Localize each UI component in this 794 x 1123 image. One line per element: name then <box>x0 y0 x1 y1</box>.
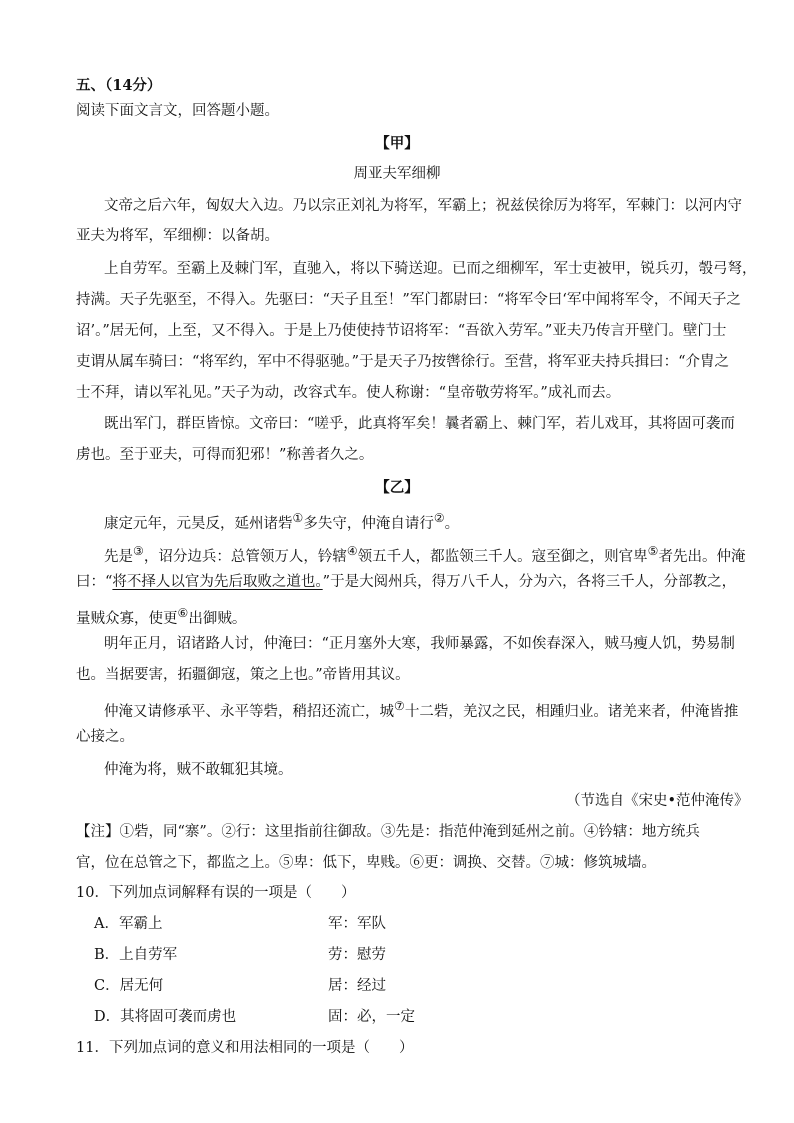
note-marker: ⑤ <box>647 544 659 558</box>
yi-paragraph-line <box>104 696 738 722</box>
passage-jia-title: 周亚夫军细柳 <box>353 166 441 182</box>
yi-paragraph-line <box>104 508 459 534</box>
jia-paragraph-line: 文帝之后六年，匈奴大入边。乃以宗正刘礼为将军，军霸上；祝兹侯徐厉为将军，军棘门：以河内守 <box>104 198 742 214</box>
text-segment: 。 <box>444 515 460 532</box>
text-segment: 十二砦，羌汉之民，相踵归业。诸羌来者，仲淹皆推 <box>404 703 739 720</box>
q10-option-b-gloss: 劳：慰劳 <box>328 947 386 963</box>
text-segment: 先是 <box>104 548 133 565</box>
yi-paragraph-line: 明年正月，诏诸路人讨，仲淹曰：“正月塞外大寒，我师暴露，不如俟春深入，贼马瘦人饥，势易制 <box>104 636 735 652</box>
jia-paragraph-line: 既出军门，群臣皆惊。文帝曰：“嗟乎，此真将军矣！曩者霸上、棘门军，若儿戏耳，其将固可袭而 <box>104 416 735 432</box>
jia-paragraph-line: 持满。天子先驱至，不得入。先驱曰：“天子且至！”军门都尉曰：“将军令曰‘军中闻将军令，不闻天子之 <box>76 292 741 308</box>
question-10-stem: 10．下列加点词解释有误的一项是（ ） <box>76 885 356 901</box>
q10-option-c[interactable]: C．居无何 <box>94 978 164 994</box>
text-segment: 出御贼。 <box>188 610 247 627</box>
yi-paragraph-line: 也。当据要害，拓疆御寇，策之上也。”帝皆用其议。 <box>76 667 410 683</box>
text-segment: 康定元年，元昊反，延州诸砦 <box>104 515 293 532</box>
jia-paragraph-line: 上自劳军。至霸上及棘门军，直驰入，将以下骑送迎。已而之细柳军，军士吏被甲，锐兵刃，彀弓弩， <box>104 261 757 277</box>
text-segment: ，诏分边兵：总管领万人，钤辖 <box>143 548 347 565</box>
note-marker: ⑥ <box>177 606 189 620</box>
section-instruction: 阅读下面文言文，回答题小题。 <box>76 103 279 119</box>
text-segment: 曰：“ <box>76 574 113 590</box>
jia-paragraph-line: 诏’。”居无何，上至，又不得入。于是上乃使使持节诏将军：“吾欲入劳军。”亚夫乃传言开壁门。壁门士 <box>76 323 727 339</box>
underlined-sentence: 将不择人以官为先后取败之道也。 <box>112 574 323 590</box>
yi-paragraph-line <box>76 603 246 629</box>
q10-option-a-gloss: 军：军队 <box>328 916 386 932</box>
section-heading: 五、（14分） <box>76 77 162 94</box>
note-marker: ① <box>292 511 304 525</box>
jia-paragraph-line: 士不拜，请以军礼见。”天子为动，改容式车。使人称谢：“皇帝敬劳将军。”成礼而去。 <box>76 385 621 401</box>
jia-paragraph-line: 亚夫为将军，军细柳：以备胡。 <box>76 228 279 244</box>
passage-yi-label: 【乙】 <box>375 479 419 496</box>
annotation-note: 官，位在总管之下，都监之上。⑤卑：低下，卑贱。⑥更：调换、交替。⑦城：修筑城墙。 <box>76 855 656 871</box>
text-segment: 量贼众寡，使更 <box>76 610 178 627</box>
q10-option-a[interactable]: A．军霸上 <box>94 916 163 932</box>
passage-source: （节选自《宋史•范仲淹传》 <box>566 793 749 809</box>
text-segment: 多失守，仲淹自请行 <box>303 515 434 532</box>
note-marker: ③ <box>133 544 144 558</box>
q10-option-b[interactable]: B．上自劳军 <box>94 947 178 963</box>
jia-paragraph-line: 虏也。至于亚夫，可得而犯邪！”称善者久之。 <box>76 447 374 463</box>
text-segment: 仲淹又请修承平、永平等砦，稍招还流亡，城 <box>104 703 394 720</box>
note-marker: ④ <box>346 544 358 558</box>
yi-paragraph-line <box>76 572 736 592</box>
q10-option-d-gloss: 固：必，一定 <box>328 1009 415 1025</box>
yi-paragraph-line <box>104 541 745 567</box>
passage-jia-label: 【甲】 <box>375 135 419 152</box>
yi-paragraph-line: 心接之。 <box>76 729 134 745</box>
jia-paragraph-line: 吏谓从属车骑曰：“将军约，军中不得驱驰。”于是天子乃按辔徐行。至营，将军亚夫持兵揖曰：“介胄之 <box>76 354 729 370</box>
q10-option-d[interactable]: D．其将固可袭而虏也 <box>94 1009 237 1025</box>
annotation-note: 【注】①砦，同“寨”。②行：这里指前往御敌。③先是：指范仲淹到延州之前。④钤辖：地方统兵 <box>76 824 700 840</box>
yi-paragraph-line: 仲淹为将，贼不敢辄犯其境。 <box>104 762 293 778</box>
text-segment: 领五千人，都监领三千人。寇至御之，则官卑 <box>357 548 648 565</box>
q10-option-c-gloss: 居：经过 <box>328 978 386 994</box>
note-marker: ⑦ <box>394 699 405 713</box>
question-11-stem: 11．下列加点词的意义和用法相同的一项是（ ） <box>76 1040 414 1056</box>
text-segment: ”于是大阅州兵，得万八千人，分为六，各将三千人，分部教之， <box>322 574 737 590</box>
text-segment: 者先出。仲淹 <box>658 548 746 565</box>
note-marker: ② <box>433 511 445 525</box>
